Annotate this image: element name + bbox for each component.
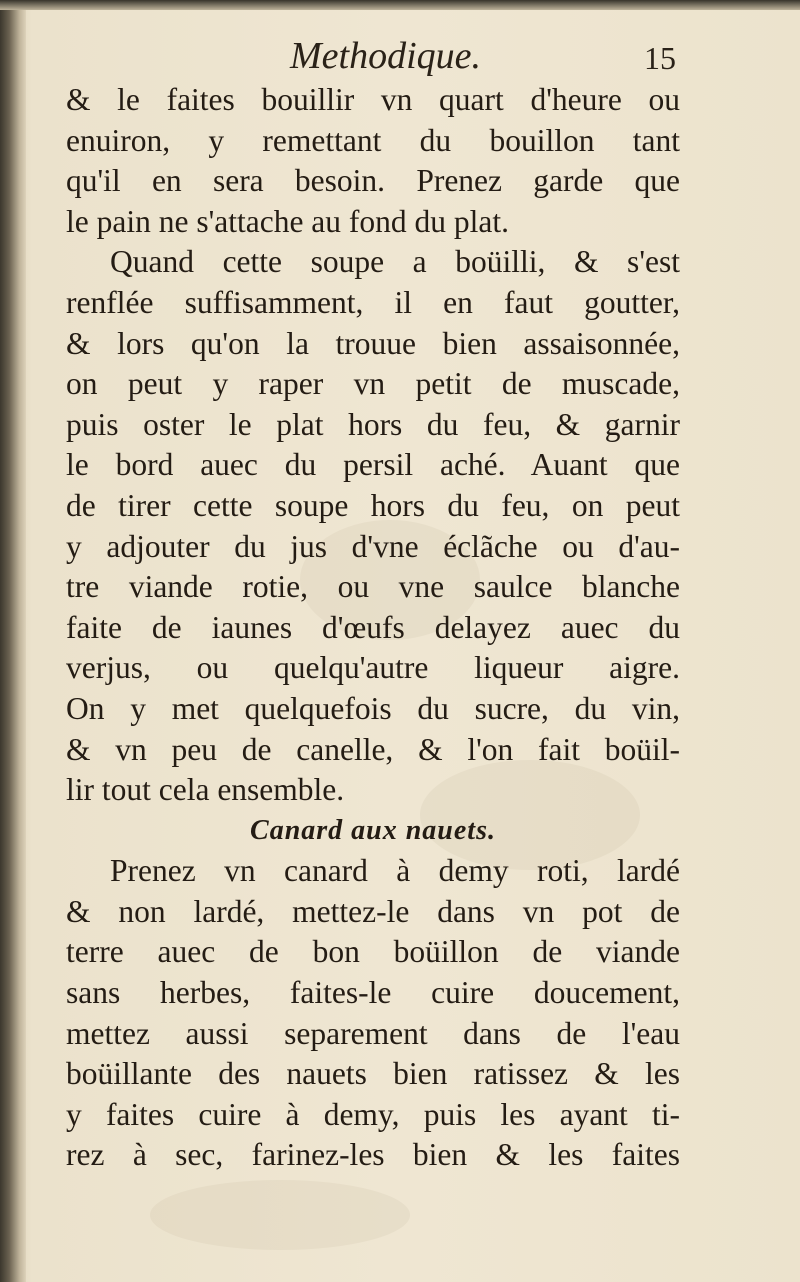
text-line: & vn peu de canelle, & l'on fait boüil- [66, 731, 680, 767]
text-line: puis oster le plat hors du feu, & garnir [66, 406, 680, 442]
text-line: lir tout cela ensemble. [66, 772, 345, 808]
text-line: renflée suffisamment, il en faut goutter, [66, 284, 680, 320]
text-line: y faites cuire à demy, puis les ayant ti- [66, 1096, 680, 1132]
text-line: le bord auec du persil aché. Auant que [66, 447, 680, 483]
section-heading: Canard aux nauets. [250, 814, 496, 846]
text-line: on peut y raper vn petit de muscade, [66, 366, 680, 402]
paragraph-first-line: Quand cette soupe a boüilli, & s'est [110, 244, 680, 280]
running-head: Methodique. [290, 35, 482, 77]
text-line: sans herbes, faites-le cuire doucement, [66, 975, 680, 1011]
text-line: boüillante des nauets bien ratissez & les [66, 1056, 680, 1092]
body-text [66, 80, 680, 1176]
text-line: enuiron, y remettant du bouillon tant [66, 122, 680, 158]
text-line: mettez aussi separement dans de l'eau [66, 1015, 680, 1051]
text-line: tre viande rotie, ou vne saulce blanche [66, 569, 680, 605]
text-line: & le faites bouillir vn quart d'heure ou [66, 82, 680, 117]
text-line: le pain ne s'attache au fond du plat. [66, 203, 510, 239]
book-spine [0, 0, 26, 1282]
text-line: & non lardé, mettez-le dans vn pot de [66, 893, 680, 929]
page-header [60, 30, 690, 82]
text-line: qu'il en sera besoin. Prenez garde que [66, 163, 680, 199]
text-line: de tirer cette soupe hors du feu, on peut [66, 487, 680, 523]
text-line: terre auec de bon boüillon de viande [66, 934, 680, 970]
page-number: 15 [644, 40, 676, 76]
text-line: faite de iaunes d'œufs delayez auec du [66, 609, 680, 645]
text-line: & lors qu'on la trouue bien assaisonnée, [66, 325, 680, 361]
text-line: y adjouter du jus d'vne éclãche ou d'au- [66, 528, 680, 564]
page-top-edge [0, 0, 800, 10]
text-line: rez à sec, farinez-les bien & les faites [66, 1137, 680, 1173]
paper-stain [150, 1180, 410, 1250]
paragraph-first-line: Prenez vn canard à demy roti, lardé [110, 853, 680, 889]
text-line: On y met quelquefois du sucre, du vin, [66, 690, 680, 726]
text-line: verjus, ou quelqu'autre liqueur aigre. [66, 650, 680, 686]
